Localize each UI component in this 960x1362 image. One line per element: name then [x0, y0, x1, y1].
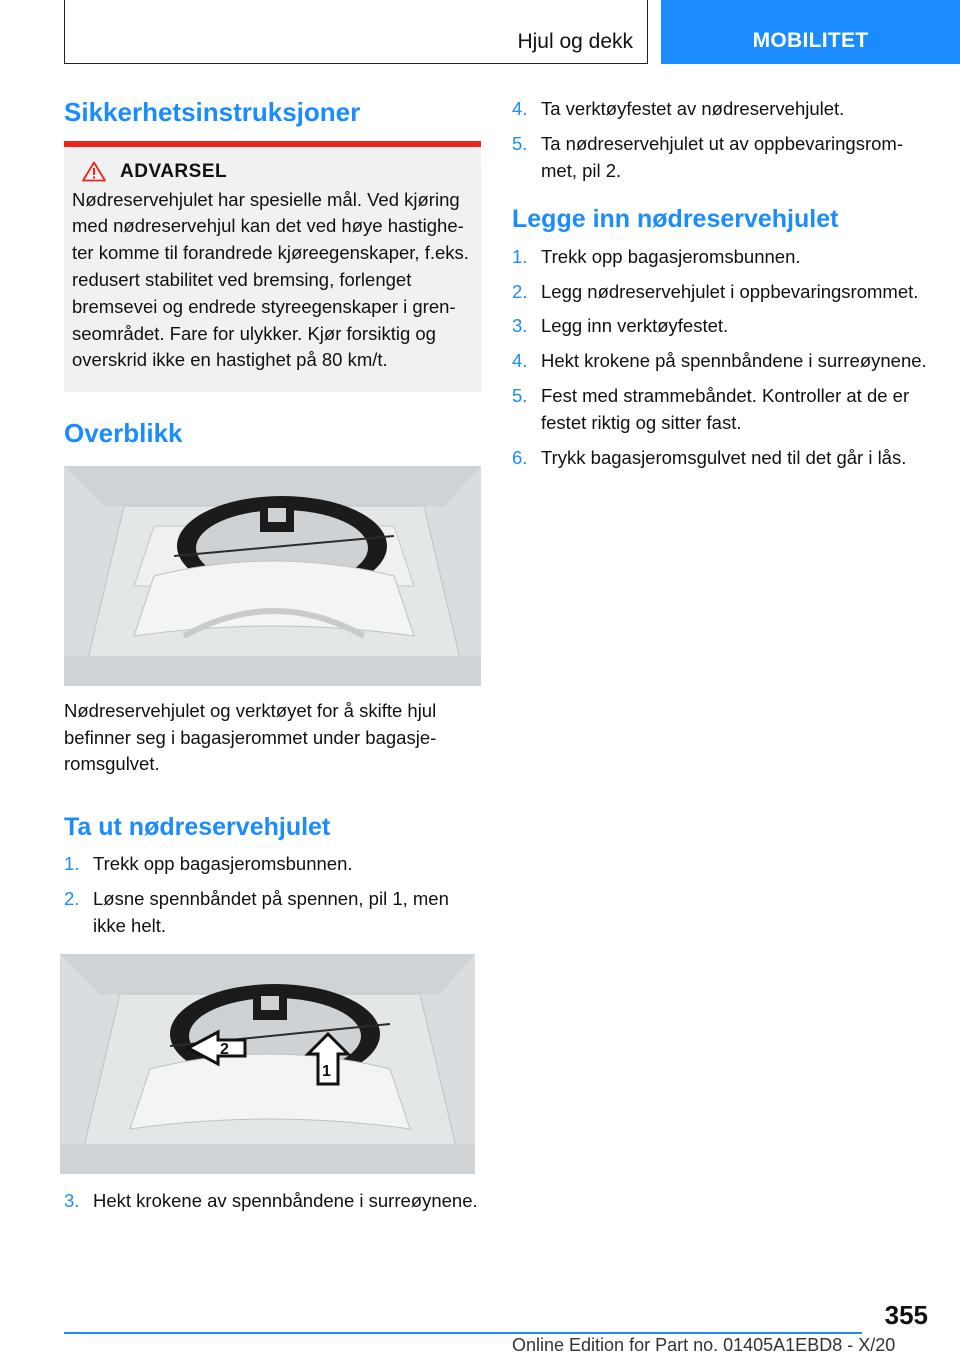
remove-steps-list: [64, 851, 481, 939]
footer-rule: [64, 1332, 862, 1334]
trunk-overview-image: [64, 466, 481, 686]
arrow-1-label: 1: [322, 1062, 331, 1080]
step-number: 1.: [512, 245, 528, 267]
step-text: Trekk opp bagasjeromsbunnen.: [93, 853, 353, 875]
step-number: 1.: [64, 853, 80, 875]
list-item: [512, 445, 928, 472]
safety-heading: Sikkerhetsinstruksjoner: [64, 97, 361, 127]
page-number: 355: [884, 1300, 928, 1330]
insert-heading: Legge inn nødreservehjulet: [512, 205, 839, 234]
step-number: 6.: [512, 446, 528, 468]
warning-label: ADVARSEL: [120, 160, 228, 182]
step-number: 5.: [512, 132, 528, 154]
step-number: 2.: [512, 280, 528, 302]
left-column: [64, 96, 481, 1223]
step-number: 2.: [64, 888, 80, 910]
header-chapter-tab: MOBILITET: [661, 0, 960, 64]
list-item: [512, 313, 928, 340]
warning-triangle-icon: [82, 161, 106, 182]
insert-steps-list: [512, 244, 928, 472]
list-item: [512, 244, 928, 271]
overview-heading: Overblikk: [64, 418, 183, 449]
remove-steps-list-cont: [64, 1188, 481, 1215]
arrow-2-label: 2: [220, 1040, 229, 1058]
list-item: [64, 851, 481, 878]
step-number: 3.: [64, 1189, 80, 1211]
step-text: Hekt krokene av spennbåndene i surreøynene.: [93, 1189, 478, 1211]
spare-wheel-removal-image: [60, 954, 475, 1174]
list-item: [512, 131, 928, 185]
list-item: [512, 96, 928, 123]
list-item: [512, 279, 928, 306]
step-text: Legg nødreservehjulet i oppbevaringsrommet.: [541, 280, 919, 302]
right-column: [512, 96, 928, 479]
warning-text: Nødreservehjulet har spesielle mål. Ved kjøring med nødreservehjul kan det ved høye hastigheter komme til forandrede kjøreegenskaper, f.eks. redusert stabilitet ved bremsing, forlenget bremsevei og endrede styreegenskaper i grenseområdet. Fare for ulykker. Kjør forsiktig og overskrid ikke en hastighet på 80 km/t.: [72, 188, 469, 371]
step-text: Løsne spennbåndet på spennen, pil 1, men ikke helt.: [93, 888, 449, 936]
header-section-title: Hjul og dekk: [517, 30, 633, 53]
step-text: Ta nødreservehjulet ut av oppbevaringsrommet, pil 2.: [541, 132, 903, 181]
step-text: Legg inn verktøyfestet.: [541, 315, 729, 337]
warning-box: [64, 147, 481, 393]
warning-header: [82, 161, 473, 183]
step-text: Ta verktøyfestet av nødreservehjulet.: [541, 98, 845, 119]
step-number: 5.: [512, 384, 528, 406]
step-text: Trekk opp bagasjeromsbunnen.: [541, 245, 801, 267]
step-text: Trykk bagasjeromsgulvet ned til det går i lås.: [541, 446, 907, 468]
remove-heading: Ta ut nødreservehjulet: [64, 813, 331, 842]
step-text: Fest med strammebåndet. Kontroller at de er festet riktig og sitter fast.: [541, 384, 910, 433]
step-text: Hekt krokene på spennbåndene i surreøynene.: [541, 350, 927, 372]
step-number: 4.: [512, 98, 528, 119]
list-item: [64, 1188, 481, 1215]
step-number: 4.: [512, 350, 528, 372]
list-item: [64, 886, 481, 940]
overview-text: Nødreservehjulet og verktøyet for å skifte hjul befinner seg i bagasjerommet under bagasjeromsgulvet.: [64, 699, 437, 775]
footer-edition: Online Edition for Part no. 01405A1EBD8 - X/20: [512, 1335, 896, 1355]
list-item: [512, 348, 928, 375]
header-section-box: [64, 0, 648, 64]
remove-steps-list-right: [512, 96, 928, 184]
list-item: [512, 383, 928, 437]
step-number: 3.: [512, 315, 528, 337]
